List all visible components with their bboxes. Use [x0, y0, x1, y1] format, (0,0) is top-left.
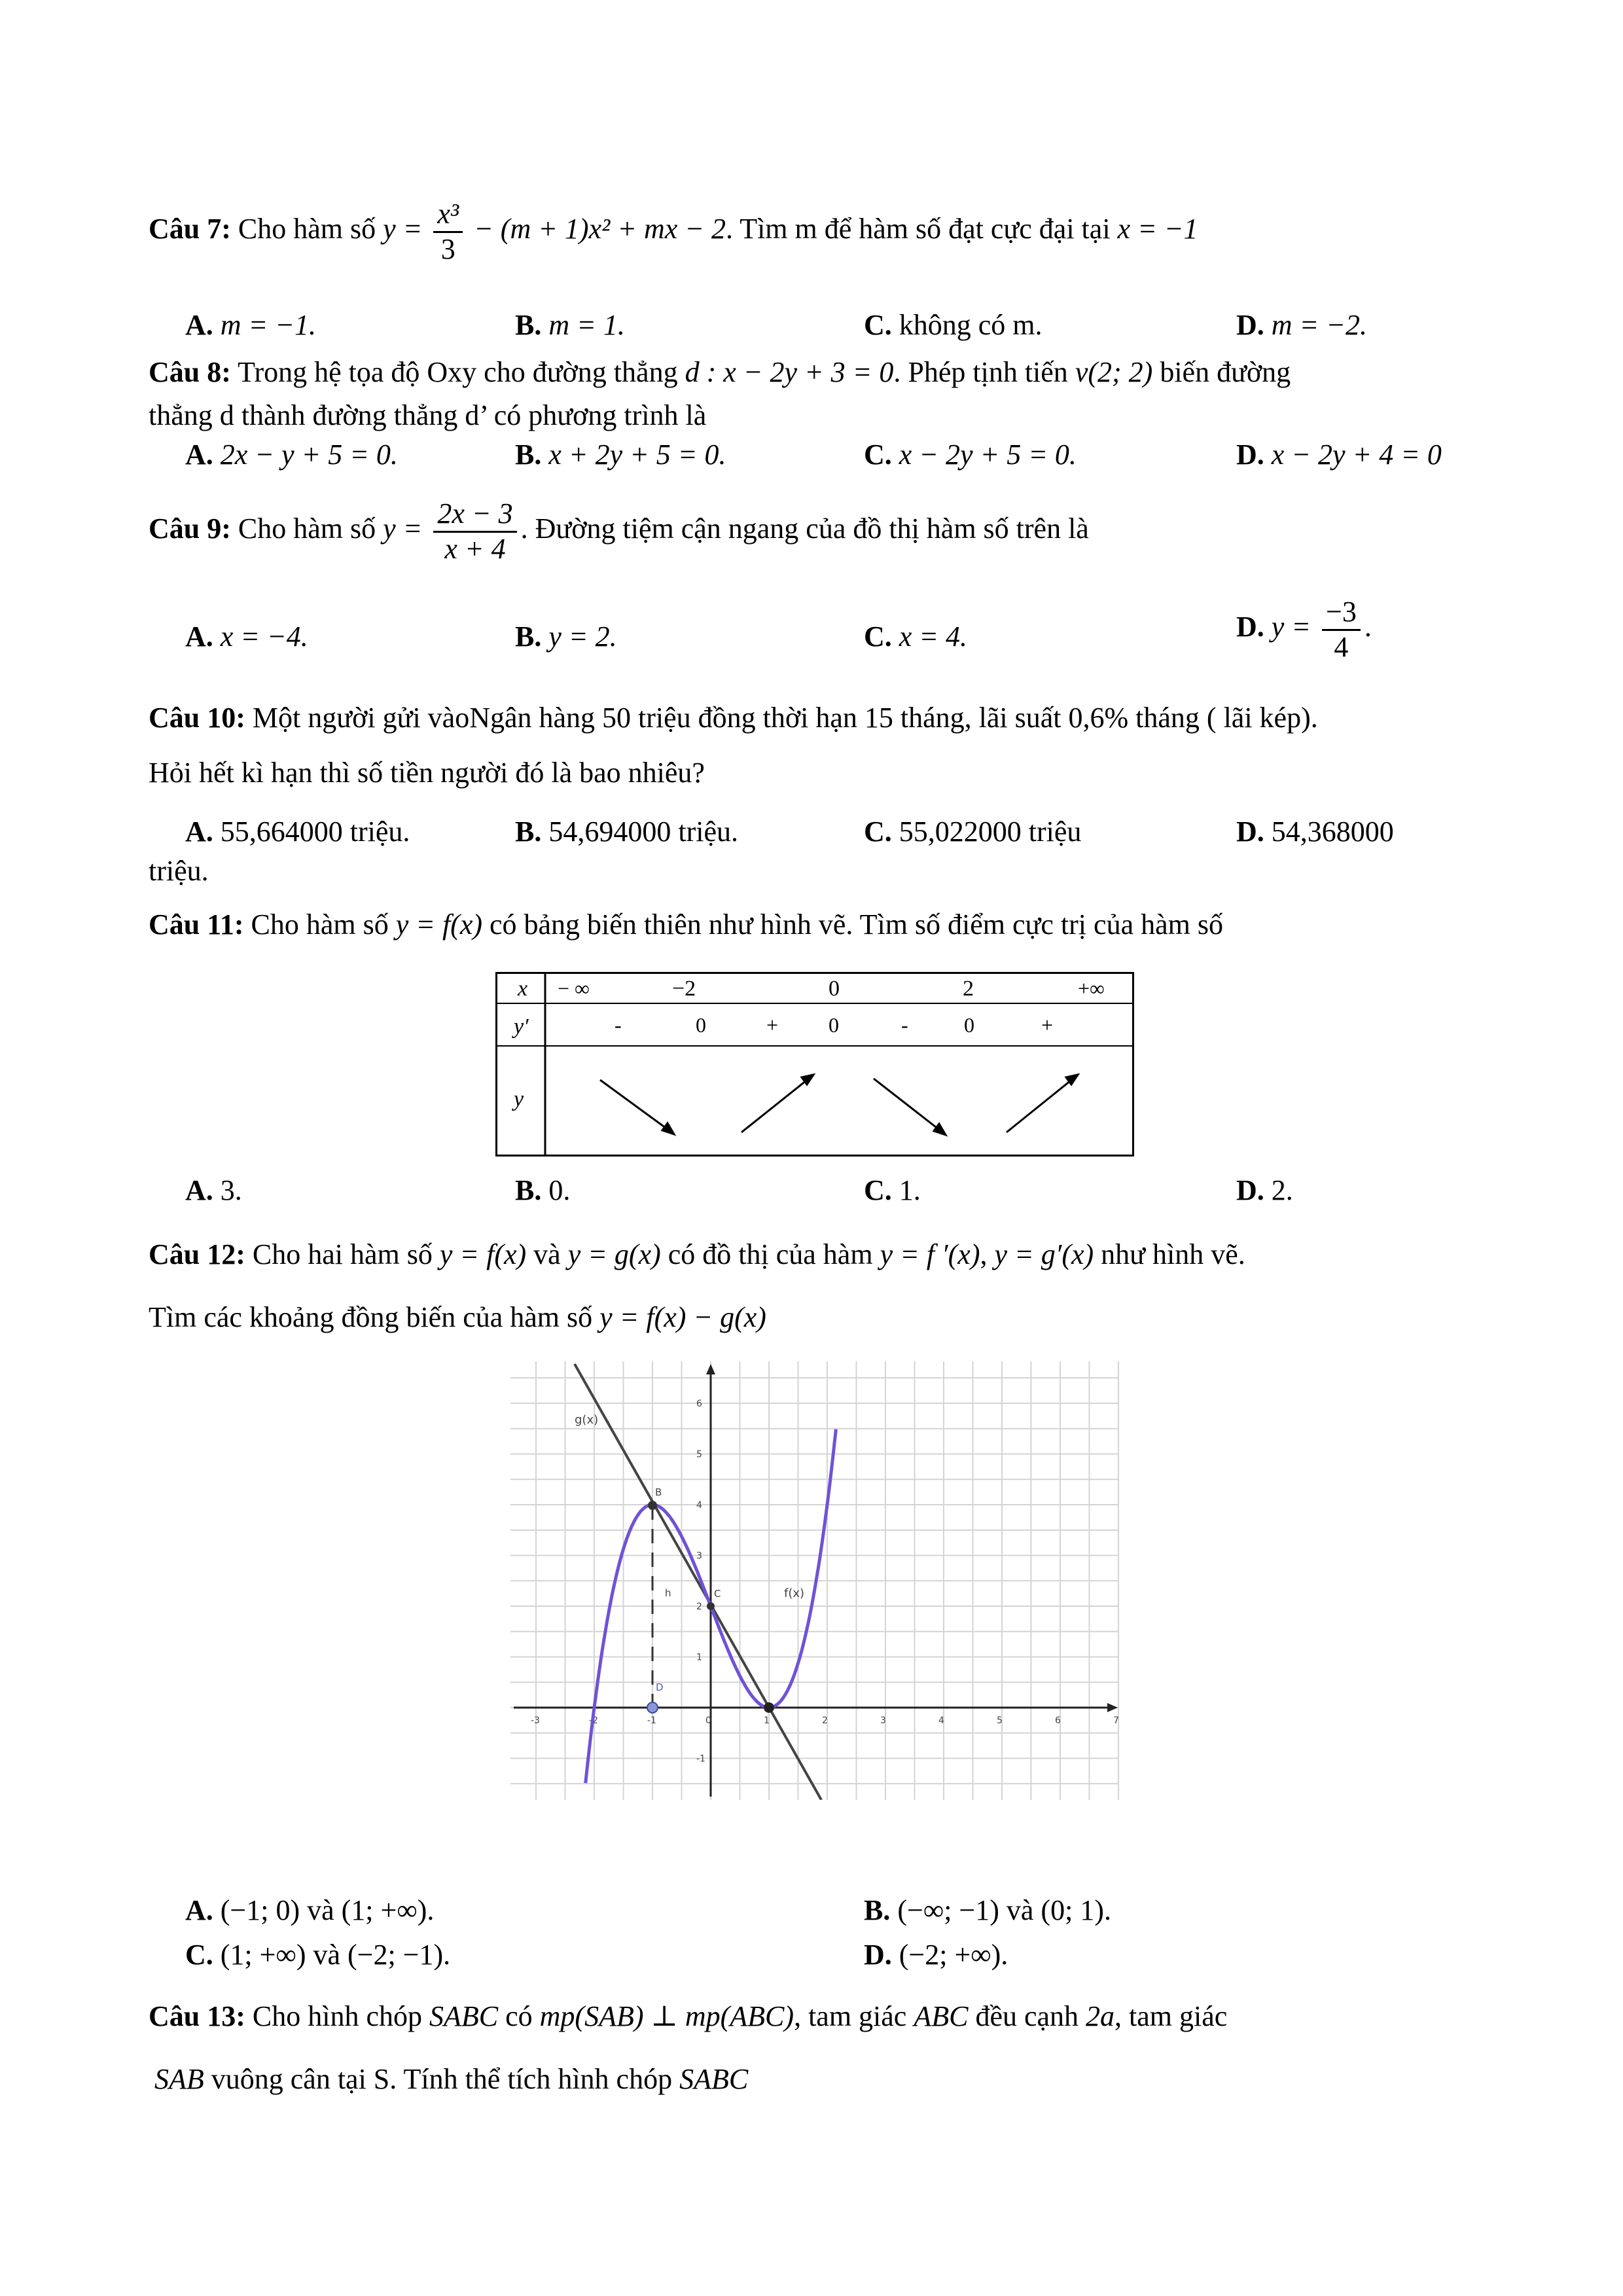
- x-axis-arrow: [1107, 1703, 1118, 1712]
- q9-fraction: $\frac{2x - 3}{x + 4}$: [433, 497, 516, 565]
- q7-label: Câu 7:: [149, 213, 231, 245]
- point-c: [707, 1602, 715, 1610]
- q11-answer-a[interactable]: A. 3.: [185, 1174, 242, 1206]
- q11-answer-c[interactable]: C. 1.: [864, 1174, 921, 1206]
- y-tick-label: 2: [696, 1602, 702, 1612]
- q8-line-eq: d : x − 2y + 3 = 0: [685, 356, 894, 388]
- q9-answer-b[interactable]: B. y = 2.: [515, 620, 617, 653]
- q7-frac-num: x³: [433, 198, 463, 233]
- y-tick-label: -1: [696, 1753, 705, 1765]
- q8-answer-c[interactable]: C. x − 2y + 5 = 0.: [864, 439, 1077, 471]
- arrow-head: [934, 1124, 946, 1135]
- derivative-graph: [510, 1361, 1119, 1800]
- table-y-label: y: [514, 1087, 524, 1111]
- table-sign: -: [615, 1013, 622, 1037]
- label-f: f(x): [784, 1587, 805, 1600]
- variation-table: [495, 972, 1134, 1157]
- arrow-up: [741, 1078, 810, 1132]
- q12-stem-line1: Câu 12: Cho hai hàm số y = f(x) và y = g(x) có đồ thị của hàm y = f ′(x), y = g′(x) như hình vẽ.: [149, 1238, 1245, 1270]
- table-x-value: −2: [672, 977, 696, 1001]
- q7-y: y =: [383, 213, 423, 245]
- q10-answer-d-wrap: triệu.: [149, 855, 209, 887]
- q7-tail: . Tìm m để hàm số đạt cực đại tại: [725, 213, 1111, 245]
- y-tick-label: 6: [696, 1399, 702, 1409]
- q9-label: Câu 9:: [149, 512, 231, 545]
- q12-answer-c[interactable]: C. (1; +∞) và (−2; −1).: [185, 1939, 451, 1971]
- y-axis-arrow: [706, 1364, 715, 1374]
- q8-stem-line1: Câu 8: Trong hệ tọa độ Oxy cho đường thẳng d : x − 2y + 3 = 0. Phép tịnh tiến v(2; 2) biến đường: [149, 356, 1291, 388]
- table-sign: +: [1041, 1013, 1054, 1037]
- q7-lead: Cho hàm số: [238, 213, 376, 245]
- point-d: [647, 1702, 658, 1713]
- q12-answer-d[interactable]: D. (−2; +∞).: [864, 1939, 1008, 1971]
- x-tick-label: 3: [880, 1715, 886, 1726]
- graph-svg: [510, 1361, 1119, 1800]
- point-root: [764, 1702, 774, 1713]
- q7-answer-b[interactable]: B. m = 1.: [515, 309, 625, 341]
- q10-label: Câu 10:: [149, 702, 245, 734]
- table-x-label: x: [518, 977, 528, 1001]
- q12-label: Câu 12:: [149, 1238, 245, 1270]
- q10-stem-line1: Câu 10: Một người gửi vàoNgân hàng 50 triệu đồng thời hạn 15 tháng, lãi suất 0,6% tháng ( lãi kép).: [149, 702, 1318, 734]
- q13-stem-line1: Câu 13: Cho hình chóp SABC có mp(SAB) ⊥ mp(ABC), tam giác ABC đều cạnh 2a, tam giác: [149, 2000, 1228, 2032]
- point-b: [648, 1501, 657, 1510]
- x-tick-label: -1: [647, 1715, 656, 1726]
- label-g: g(x): [575, 1413, 599, 1427]
- q7-frac-den: 3: [440, 232, 455, 265]
- arrow-up: [1007, 1078, 1074, 1132]
- y-tick-label: 5: [696, 1449, 702, 1460]
- table-x-value: − ∞: [558, 977, 590, 1000]
- label-d: D: [656, 1681, 664, 1693]
- arrow-down: [600, 1080, 671, 1132]
- x-tick-label: 7: [1113, 1715, 1119, 1726]
- q9-stem: Câu 9: Cho hàm số y = $\frac{2x - 3}{x + 4}$ . Đường tiệm cận ngang của đồ thị hàm số trên là: [149, 497, 1089, 565]
- q10-answer-d[interactable]: D. 54,368000: [1236, 816, 1394, 848]
- x-tick-label: 6: [1055, 1715, 1061, 1726]
- q7-answer-c[interactable]: C. không có m.: [864, 309, 1043, 341]
- q9-answer-a[interactable]: A. x = −4.: [185, 620, 308, 653]
- variation-arrows: [600, 1075, 1078, 1135]
- q11-answer-d[interactable]: D. 2.: [1236, 1174, 1293, 1206]
- g-prime-line: [575, 1364, 821, 1800]
- arrow-down: [874, 1079, 942, 1132]
- x-tick-label: 5: [997, 1715, 1003, 1726]
- q11-answer-b[interactable]: B. 0.: [515, 1174, 571, 1206]
- x-tick-label: 2: [822, 1715, 828, 1726]
- table-x-value: 0: [829, 977, 840, 1001]
- table-derivative-label: y′: [514, 1014, 529, 1039]
- x-tick-label: 1: [764, 1715, 770, 1726]
- q7-fraction: [433, 198, 463, 266]
- q9-d-fraction: $\frac{-3}{4}$: [1322, 596, 1361, 664]
- label-c: C: [714, 1588, 721, 1600]
- q10-answer-c[interactable]: C. 55,022000 triệu: [864, 816, 1082, 848]
- q7-rest: − (m + 1)x² + mx − 2: [474, 213, 726, 245]
- y-tick-label: 3: [696, 1551, 702, 1562]
- x-tick-label: 4: [938, 1715, 944, 1726]
- table-sign: -: [901, 1013, 908, 1037]
- label-h: h: [665, 1587, 671, 1599]
- q10-answer-a[interactable]: A. 55,664000 triệu.: [185, 816, 410, 848]
- table-x-value: 2: [963, 977, 974, 1001]
- table-sign: +: [766, 1013, 779, 1037]
- q8-answer-b[interactable]: B. x + 2y + 5 = 0.: [515, 439, 726, 471]
- q10-answer-b[interactable]: B. 54,694000 triệu.: [515, 816, 738, 848]
- arrow-head: [662, 1123, 674, 1134]
- y-tick-label: 1: [696, 1652, 702, 1663]
- q9-answer-c[interactable]: C. x = 4.: [864, 620, 968, 653]
- q7-stem: [149, 198, 1198, 266]
- table-sign: 0: [964, 1013, 974, 1037]
- q8-label: Câu 8:: [149, 356, 231, 388]
- q10-stem-line2: Hỏi hết kì hạn thì số tiền người đó là bao nhiêu?: [149, 757, 705, 789]
- q8-answer-d[interactable]: D. x − 2y + 4 = 0: [1236, 439, 1442, 471]
- q9-answer-d[interactable]: D. y = $\frac{-3}{4}$ .: [1236, 596, 1372, 663]
- q8-answer-a[interactable]: A. 2x − y + 5 = 0.: [185, 439, 398, 471]
- q12-stem-line2: Tìm các khoảng đồng biến của hàm số y = f(x) − g(x): [149, 1301, 766, 1333]
- table-x-value: +∞: [1078, 977, 1105, 1000]
- x-tick-label: -3: [531, 1715, 540, 1726]
- table-sign: 0: [829, 1013, 839, 1037]
- table-border: [497, 973, 1133, 1156]
- q8-stem-line2: thẳng d thành đường thẳng d’ có phương trình là: [149, 399, 707, 431]
- q13-label: Câu 13:: [149, 2000, 245, 2032]
- x-tick-label: -2: [589, 1715, 598, 1726]
- y-tick-label: 4: [696, 1500, 702, 1511]
- q7-answer-d[interactable]: D. m = −2.: [1236, 309, 1367, 341]
- q7-point: x = −1: [1117, 213, 1198, 245]
- q13-stem-line2: SAB vuông cân tại S. Tính thể tích hình chóp SABC: [154, 2063, 749, 2095]
- q8-vector: v(2; 2): [1075, 356, 1153, 388]
- q7-answer-a[interactable]: A. m = −1.: [185, 309, 316, 341]
- q11-stem: Câu 11: Cho hàm số y = f(x) có bảng biến thiên như hình vẽ. Tìm số điểm cực trị của hàm số: [149, 908, 1223, 941]
- label-b: B: [655, 1486, 662, 1498]
- x-tick-label: 0: [705, 1715, 711, 1726]
- table-sign: 0: [696, 1013, 706, 1037]
- q12-answer-b[interactable]: B. (−∞; −1) và (0; 1).: [864, 1894, 1111, 1926]
- q11-label: Câu 11:: [149, 908, 244, 941]
- q12-answer-a[interactable]: A. (−1; 0) và (1; +∞).: [185, 1894, 435, 1926]
